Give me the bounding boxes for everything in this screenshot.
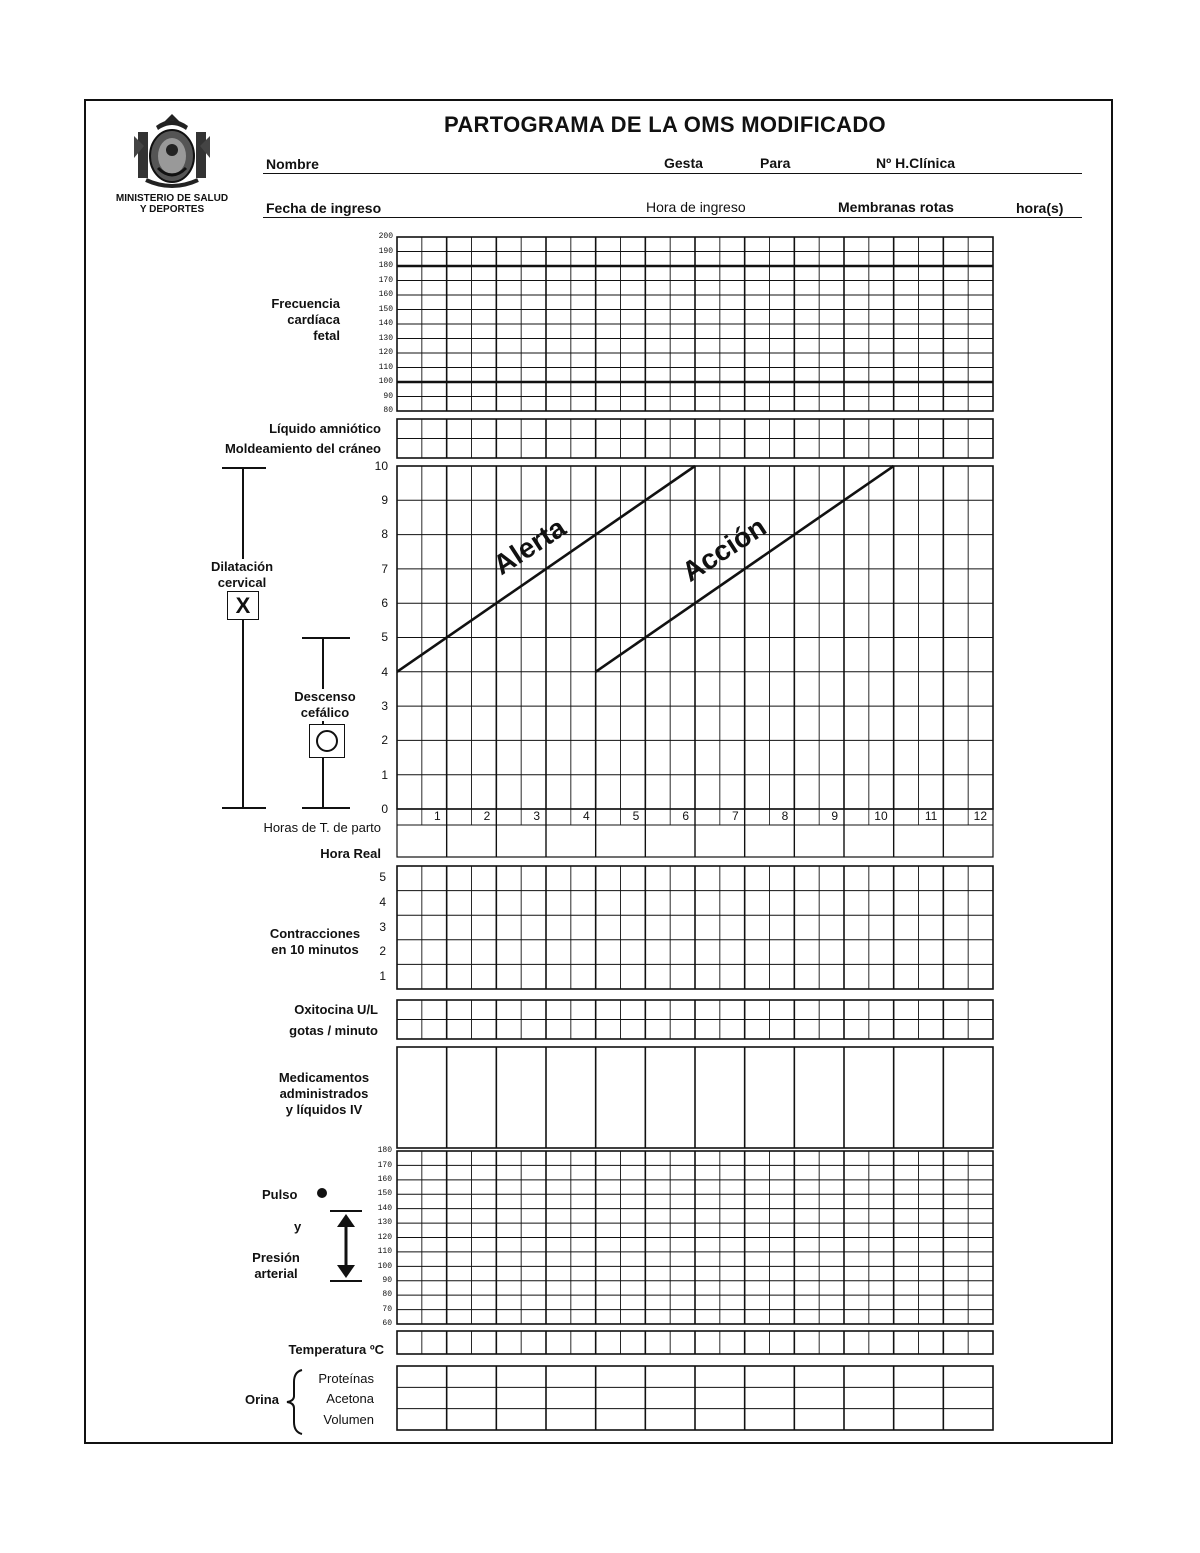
historia-clinica-label: Nº H.Clínica xyxy=(876,155,956,171)
dil-tick: 10 xyxy=(374,458,388,473)
bp-tick: 110 xyxy=(377,1247,392,1257)
dilatacion-label-line-1: Dilatación xyxy=(210,559,274,574)
horas-label: hora(s) xyxy=(1016,200,1064,216)
fcf-label-line-2: cardíaca xyxy=(287,312,340,327)
fcf-tick: 130 xyxy=(378,333,393,343)
contracciones-label-line-1: Contracciones xyxy=(269,926,361,941)
bp-tick: 130 xyxy=(377,1218,392,1228)
dil-tick: 2 xyxy=(381,733,388,748)
dil-tick: 1 xyxy=(381,767,388,782)
hour-number: 9 xyxy=(831,809,838,823)
hour-number: 10 xyxy=(874,809,888,823)
contracciones-tick: 4 xyxy=(379,894,386,909)
para-label: Para xyxy=(760,155,791,171)
bp-tick: 160 xyxy=(377,1175,392,1185)
dil-tick: 0 xyxy=(381,801,388,816)
dilatacion-x-symbol: X xyxy=(227,591,259,620)
presion-label-line-2: arterial xyxy=(254,1266,298,1281)
descenso-label-line-1: Descenso xyxy=(294,689,356,704)
bp-tick: 70 xyxy=(382,1304,392,1314)
hour-number: 6 xyxy=(682,809,689,823)
dil-tick: 6 xyxy=(381,596,388,610)
dil-tick: 4 xyxy=(381,664,388,679)
fcf-tick: 200 xyxy=(378,232,393,242)
ministry-line-1: MINISTERIO DE SALUD xyxy=(115,193,229,204)
fcf-label-line-1: Frecuencia xyxy=(271,296,340,311)
contracciones-tick: 5 xyxy=(379,870,386,885)
descenso-label-line-2: cefálico xyxy=(300,705,350,720)
bp-tick: 60 xyxy=(382,1319,392,1329)
dil-tick: 7 xyxy=(381,561,388,576)
fcf-tick: 190 xyxy=(378,246,393,256)
presion-label-line-1: Presión xyxy=(252,1250,300,1265)
bp-tick: 100 xyxy=(377,1261,392,1271)
temperatura-label: Temperatura ºC xyxy=(288,1342,384,1357)
contracciones-tick: 2 xyxy=(379,944,386,959)
gotas-label: gotas / minuto xyxy=(289,1023,378,1038)
hour-number: 7 xyxy=(731,809,739,823)
dil-tick: 5 xyxy=(381,630,388,645)
hour-number: 4 xyxy=(582,809,590,823)
fcf-tick: 150 xyxy=(378,304,393,314)
nombre-label: Nombre xyxy=(266,156,319,172)
fcf-tick: 120 xyxy=(378,348,393,358)
dil-tick: 9 xyxy=(381,493,388,508)
volumen-label: Volumen xyxy=(323,1412,374,1427)
bp-tick: 140 xyxy=(377,1203,392,1213)
bp-tick: 150 xyxy=(377,1189,392,1199)
bp-tick: 180 xyxy=(377,1146,392,1156)
contracciones-tick: 1 xyxy=(379,968,386,983)
ministry-line-2: Y DEPORTES xyxy=(139,204,205,215)
hour-number: 2 xyxy=(483,809,491,823)
contracciones-tick: 3 xyxy=(379,919,386,934)
acetona-label: Acetona xyxy=(326,1391,374,1406)
form-title: PARTOGRAMA DE LA OMS MODIFICADO xyxy=(444,112,886,137)
hour-number: 11 xyxy=(924,809,938,823)
fcf-tick: 180 xyxy=(378,261,393,271)
medicamentos-line-1: Medicamentos xyxy=(278,1070,370,1085)
fcf-tick: 80 xyxy=(383,406,393,416)
bp-tick: 120 xyxy=(377,1232,392,1242)
dil-tick: 8 xyxy=(381,527,388,542)
pulso-label: Pulso xyxy=(262,1187,298,1202)
fcf-tick: 140 xyxy=(378,319,393,329)
oxitocina-label: Oxitocina U/L xyxy=(294,1002,378,1017)
liquido-amniotico-label: Líquido amniótico xyxy=(269,421,381,436)
fcf-tick: 90 xyxy=(383,391,393,401)
fcf-label-line-3: fetal xyxy=(313,328,340,343)
hour-number: 8 xyxy=(781,809,789,823)
fcf-tick: 160 xyxy=(378,290,393,300)
horas-parto-label: Horas de T. de parto xyxy=(263,820,381,835)
hour-number: 5 xyxy=(632,809,640,823)
bp-tick: 170 xyxy=(377,1160,392,1170)
fcf-tick: 170 xyxy=(378,275,393,285)
fcf-tick: 100 xyxy=(378,377,393,387)
hora-real-label: Hora Real xyxy=(320,846,381,861)
moldeamiento-label: Moldeamiento del cráneo xyxy=(224,441,381,456)
bp-tick: 80 xyxy=(382,1290,392,1300)
bp-tick: 90 xyxy=(382,1275,392,1285)
contracciones-label-line-2: en 10 minutos xyxy=(271,942,359,957)
action-line-label: Acción xyxy=(676,510,772,588)
dil-tick: 3 xyxy=(381,698,388,713)
hora-ingreso-label: Hora de ingreso xyxy=(646,199,746,215)
y-label: y xyxy=(294,1219,302,1234)
gesta-label: Gesta xyxy=(664,155,703,171)
medicamentos-line-3: y líquidos IV xyxy=(285,1102,363,1117)
fecha-ingreso-label: Fecha de ingreso xyxy=(266,200,382,216)
hour-number: 1 xyxy=(433,809,441,823)
membranas-rotas-label: Membranas rotas xyxy=(838,199,954,215)
hour-number: 3 xyxy=(533,809,540,823)
fcf-tick: 110 xyxy=(378,362,393,372)
proteinas-label: Proteínas xyxy=(318,1371,374,1386)
medicamentos-line-2: administrados xyxy=(279,1086,369,1101)
orina-label: Orina xyxy=(245,1392,279,1407)
hour-number: 12 xyxy=(973,809,987,823)
dilatacion-label-line-2: cervical xyxy=(217,575,267,590)
alert-line-label: Alerta xyxy=(487,511,572,581)
